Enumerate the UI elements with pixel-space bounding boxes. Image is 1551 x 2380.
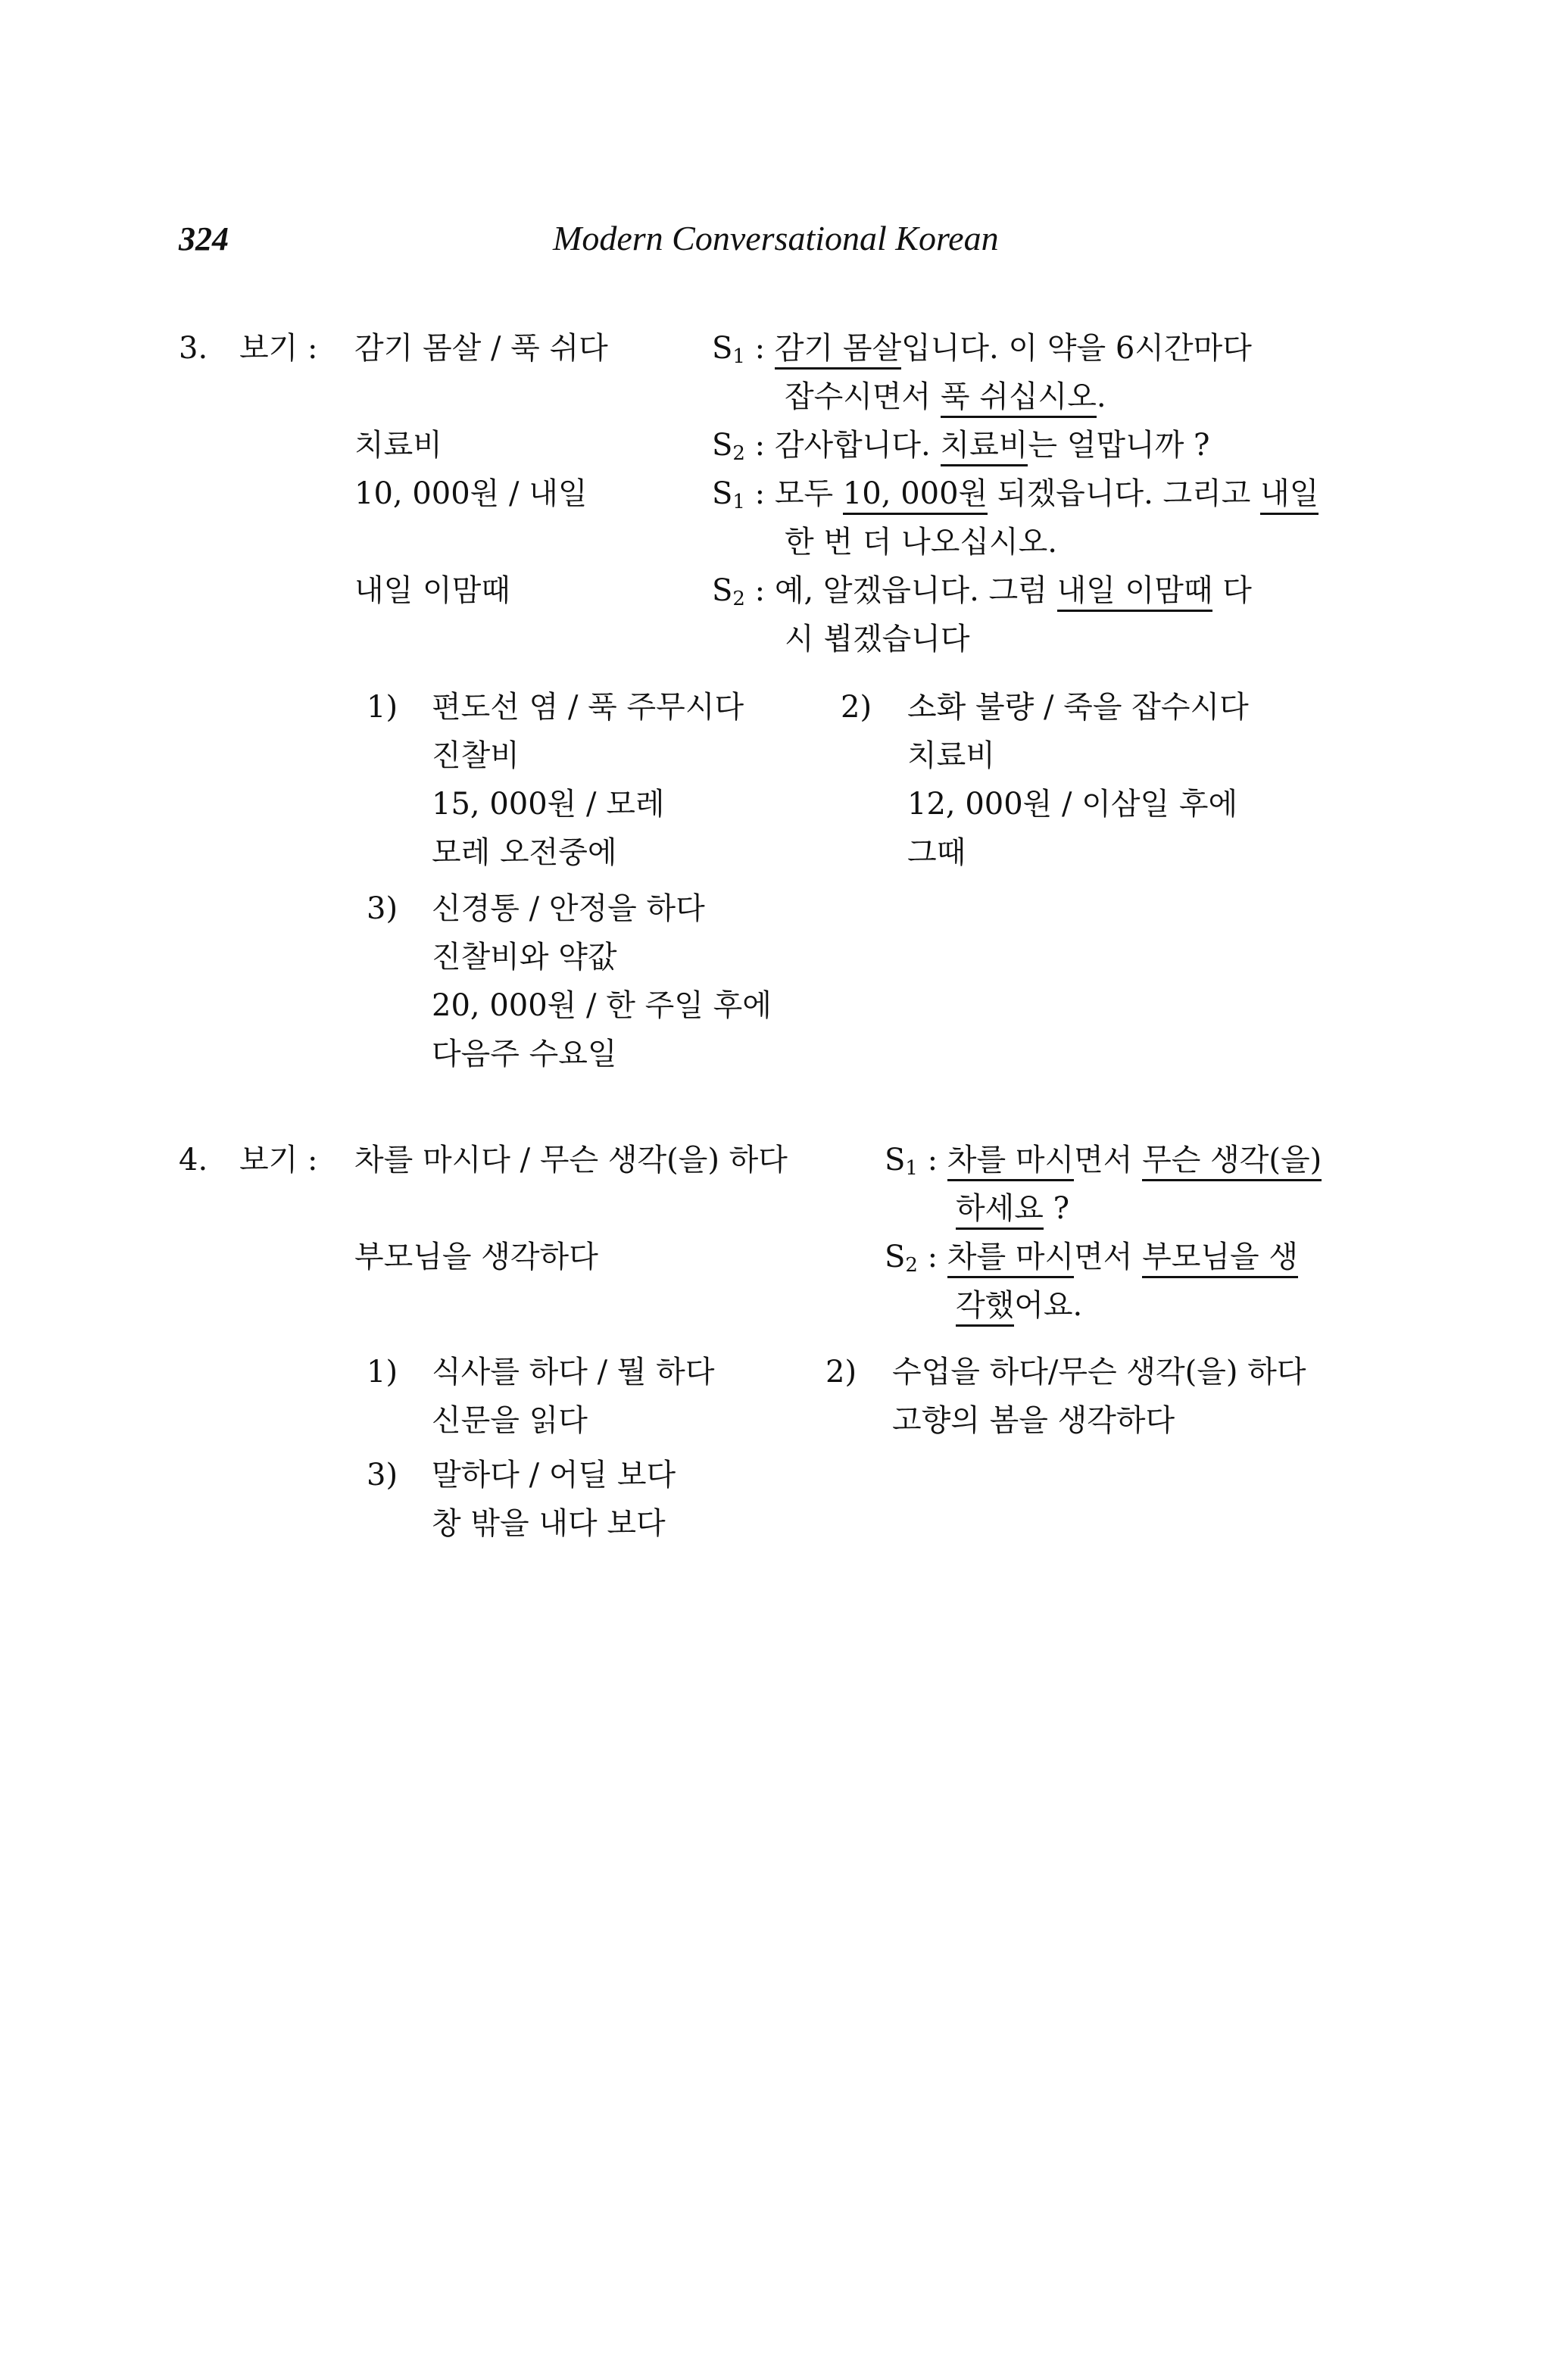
speaker-label: $S_1$ :: [885, 1143, 947, 1180]
underlined-phrase: 무슨 생각(을): [1142, 1143, 1322, 1181]
speaker-label: $S_1$ :: [712, 476, 775, 513]
dialogue-line: $S_2$ : 감사합니다. 치료비는 얼맙니까 ?: [712, 428, 1210, 465]
item-line: 15, 000원 / 모레: [432, 787, 665, 822]
item-line: 식사를 하다 / 뭘 하다: [432, 1355, 715, 1390]
underlined-phrase: 차를 마시: [947, 1240, 1074, 1278]
cue-line: 10, 000원 / 내일: [354, 476, 588, 511]
dialogue-line: $S_1$ : 차를 마시면서 무슨 생각(을): [885, 1143, 1322, 1180]
example-label: 보기 :: [239, 1143, 318, 1178]
item-number: 3): [367, 1458, 398, 1493]
item-number: 2): [825, 1355, 857, 1390]
underlined-phrase: 치료비: [941, 428, 1028, 466]
underlined-phrase: 각했: [956, 1288, 1014, 1327]
underlined-phrase: 내일 이맘때: [1057, 573, 1213, 612]
dialogue-line: 각했어요.: [956, 1290, 1082, 1321]
item-line: 그때: [907, 835, 966, 870]
dialogue-line: $S_2$ : 예, 알겠읍니다. 그럼 내일 이맘때 다: [712, 573, 1252, 610]
example-label: 보기 :: [239, 331, 318, 366]
dialogue-line: $S_1$ : 감기 몸살입니다. 이 약을 6시간마다: [712, 331, 1252, 368]
item-line: 치료비: [907, 738, 995, 773]
item-line: 진찰비와 약값: [432, 940, 617, 975]
item-line: 말하다 / 어딜 보다: [432, 1458, 676, 1493]
item-number: 1): [367, 1355, 398, 1390]
item-line: 고향의 봄을 생각하다: [892, 1403, 1175, 1438]
speaker-label: $S_2$ :: [712, 573, 775, 610]
speaker-label: $S_2$ :: [712, 428, 775, 465]
exercise-number: 3.: [179, 331, 208, 366]
dialogue-line: 잡수시면서 푹 쉬십시오.: [785, 382, 1106, 412]
cue-line: 감기 몸살 / 푹 쉬다: [354, 331, 608, 366]
item-line: 신문을 읽다: [432, 1403, 588, 1438]
underlined-phrase: 내일: [1260, 476, 1319, 515]
underlined-phrase: 부모님을 생: [1142, 1240, 1298, 1278]
underlined-phrase: 푹 쉬십시오: [941, 379, 1097, 418]
running-title: Modern Conversational Korean: [553, 219, 999, 257]
item-number: 2): [841, 690, 872, 725]
item-number: 1): [367, 690, 398, 725]
page-number: 324: [179, 220, 229, 257]
item-line: 편도선 염 / 푹 주무시다: [432, 690, 744, 725]
item-line: 12, 000원 / 이삼일 후에: [907, 787, 1238, 822]
exercise-number: 4.: [179, 1143, 208, 1178]
item-line: 수업을 하다/무슨 생각(을) 하다: [892, 1355, 1306, 1390]
item-line: 모레 오전중에: [432, 835, 617, 870]
item-line: 20, 000원 / 한 주일 후에: [432, 988, 772, 1023]
item-line: 창 밖을 내다 보다: [432, 1506, 666, 1541]
item-line: 신경통 / 안정을 하다: [432, 891, 705, 926]
underlined-phrase: 하세요: [956, 1191, 1044, 1230]
item-line: 소화 불량 / 죽을 잡수시다: [907, 690, 1249, 725]
item-line: 다음주 수요일: [432, 1037, 617, 1071]
cue-line: 치료비: [354, 428, 442, 463]
dialogue-line: 시 뵙겠습니다: [785, 622, 970, 657]
speaker-label: $S_2$ :: [885, 1240, 947, 1277]
dialogue-line: 하세요 ?: [956, 1193, 1069, 1224]
speaker-label: $S_1$ :: [712, 331, 775, 368]
cue-line: 부모님을 생각하다: [354, 1240, 598, 1274]
underlined-phrase: 차를 마시: [947, 1143, 1074, 1181]
underlined-phrase: 감기 몸살: [775, 331, 901, 370]
dialogue-line: 한 번 더 나오십시오.: [785, 525, 1057, 560]
underlined-phrase: 10, 000원: [843, 476, 988, 515]
item-line: 진찰비: [432, 738, 520, 773]
cue-line: 차를 마시다 / 무슨 생각(을) 하다: [354, 1143, 788, 1178]
dialogue-line: $S_2$ : 차를 마시면서 부모님을 생: [885, 1240, 1299, 1277]
item-number: 3): [367, 891, 398, 926]
cue-line: 내일 이맘때: [354, 573, 510, 608]
dialogue-line: $S_1$ : 모두 10, 000원 되겠읍니다. 그리고 내일: [712, 476, 1319, 513]
